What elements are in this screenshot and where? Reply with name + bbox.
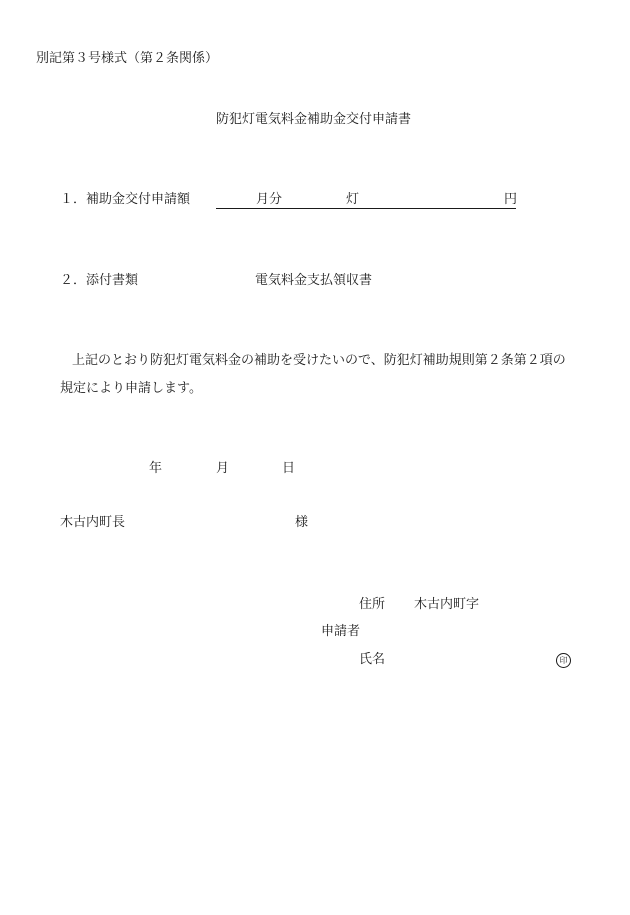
name-label: 氏名 <box>359 652 386 667</box>
seal-icon: 印 <box>556 653 571 668</box>
address-value: 木古内町字 <box>414 597 480 612</box>
item1-label: １．補助金交付申請額 <box>60 192 191 207</box>
address-label: 住所 <box>359 597 386 612</box>
date-year: 年 <box>149 461 163 476</box>
addressee-honorific: 様 <box>295 515 309 530</box>
seal-mark <box>556 653 571 668</box>
addressee-name: 木古内町長 <box>60 515 126 530</box>
form-title: 防犯灯電気料金補助金交付申請書 <box>216 112 412 127</box>
yen-unit: 円 <box>504 192 518 207</box>
item2-label: ２．添付書類 <box>60 273 139 288</box>
attachment-value: 電気料金支払領収書 <box>255 273 373 288</box>
date-month: 月 <box>216 461 230 476</box>
applicant-role-label: 申請者 <box>321 624 361 639</box>
date-day: 日 <box>282 461 296 476</box>
form-number: 別記第３号様式（第２条関係） <box>36 51 219 66</box>
body-text-line1: 上記のとおり防犯灯電気料金の補助を受けたいので、防犯灯補助規則第２条第２項の <box>72 353 566 368</box>
lamp-unit: 灯 <box>346 192 360 207</box>
month-unit: 月分 <box>256 192 283 207</box>
body-text-line2: 規定により申請します。 <box>60 381 202 396</box>
